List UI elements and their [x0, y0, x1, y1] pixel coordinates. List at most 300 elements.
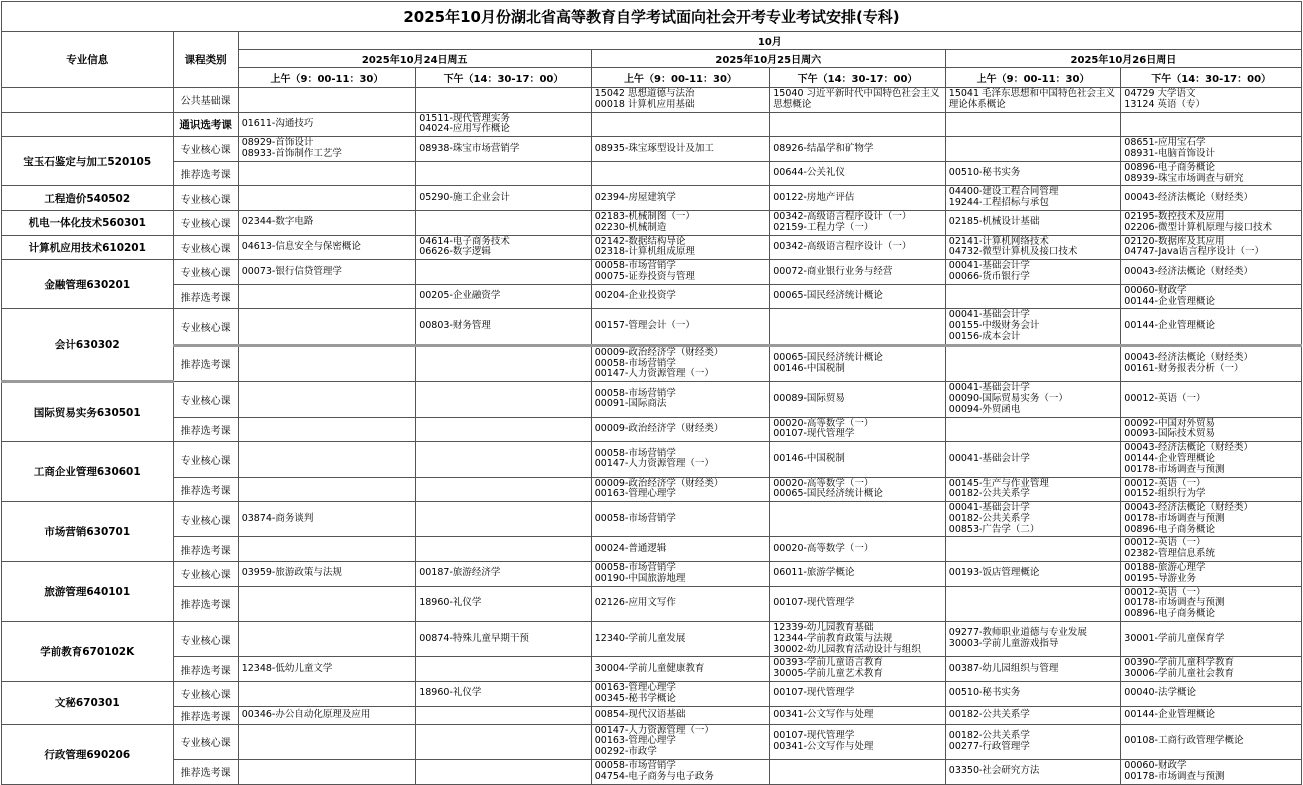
session-cell: [1121, 562, 1302, 587]
session-cell: [770, 309, 946, 345]
session-cell: [416, 622, 592, 657]
course-item: 00073-银行信贷管理学: [241, 265, 342, 277]
session-cell: [770, 537, 946, 562]
title-row: [2, 2, 1302, 32]
session-cell: [770, 706, 946, 724]
course-item: 00041-基础会计学: [948, 260, 1030, 272]
course-item: 00393-学前儿童语言教育: [773, 657, 883, 669]
table-row: [2, 537, 1302, 562]
session-cell: [591, 88, 770, 113]
course-item: 00058-市场营销学: [594, 387, 676, 399]
course-item: 08935-珠宝琢型设计及加工: [594, 142, 714, 154]
course-item: 00277-行政管理学: [948, 740, 1030, 752]
session-cell: [591, 235, 770, 260]
course-item: 30005-学前儿童艺术教育: [773, 668, 883, 680]
column-header-sun-pm: 下午（14：30-17：00）: [1121, 68, 1302, 88]
session-cell: [770, 235, 946, 260]
session-cell: [1121, 235, 1302, 260]
session-cell: [945, 760, 1121, 785]
course-item: 00072-商业银行业务与经营: [773, 265, 893, 277]
course-item: 02142-数据结构导论: [594, 235, 686, 247]
session-cell: [770, 210, 946, 235]
course-item: 00041-基础会计学: [948, 452, 1030, 464]
table-row: [2, 382, 1302, 417]
exam-schedule-sheet: [1, 1, 1302, 785]
course-item: 00107-现代管理学: [773, 428, 855, 440]
course-item: 02141-计算机网络技术: [948, 235, 1049, 247]
session-cell: [945, 112, 1121, 137]
session-cell: [416, 137, 592, 162]
course-item: 00152-组织行为学: [1124, 488, 1206, 500]
major-cell: [2, 88, 174, 113]
category-cell: 专业核心课: [173, 562, 238, 587]
course-item: 00896-电子商务概论: [1124, 608, 1215, 620]
course-item: 00157-管理会计（一）: [594, 320, 695, 332]
course-item: 00644-公关礼仪: [773, 167, 845, 179]
session-cell: [1121, 417, 1302, 442]
course-item: 00043-经济法概论（财经类）: [1124, 352, 1253, 364]
session-cell: [416, 186, 592, 211]
session-cell: [1121, 622, 1302, 657]
course-item: 00292-市政学: [594, 746, 657, 758]
course-item: 00896-电子商务概论: [1124, 161, 1215, 173]
course-item: 00163-管理心理学: [594, 488, 676, 500]
course-item: 08938-珠宝市场营销学: [419, 142, 520, 154]
session-cell: [416, 537, 592, 562]
category-cell: 专业核心课: [173, 186, 238, 211]
course-item: 00092-中国对外贸易: [1124, 417, 1215, 429]
course-item: 02126-应用文写作: [594, 597, 676, 609]
column-header-fri-am: 上午（9：00-11：30）: [238, 68, 416, 88]
session-cell: [416, 161, 592, 186]
session-cell: [770, 562, 946, 587]
session-cell: [238, 657, 416, 682]
table-row: [2, 88, 1302, 113]
category-cell: 推荐选考课: [173, 657, 238, 682]
course-item: 12344-学前教育政策与法规: [773, 632, 893, 644]
session-cell: [238, 622, 416, 657]
course-item: 30001-学前儿童保育学: [1124, 632, 1225, 644]
session-cell: [770, 112, 946, 137]
course-item: 04747-Java语言程序设计（一）: [1124, 246, 1265, 258]
session-cell: [416, 682, 592, 707]
course-item: 00341-公文写作与处理: [773, 708, 874, 720]
session-cell: [770, 724, 946, 759]
course-item: 02195-数控技术及应用: [1124, 210, 1225, 222]
table-row: [2, 682, 1302, 707]
course-item: 00205-企业融资学: [419, 290, 501, 302]
course-item: 00178-市场调查与预测: [1124, 512, 1225, 524]
session-cell: [770, 442, 946, 477]
session-cell: [591, 477, 770, 502]
session-cell: [1121, 382, 1302, 417]
course-item: 00058-市场营销学: [594, 357, 676, 369]
course-item: 00122-房地产评估: [773, 191, 855, 203]
session-cell: [591, 161, 770, 186]
course-item: 04613-信息安全与保密概论: [241, 240, 361, 252]
course-item: 00108-工商行政管理学概论: [1124, 735, 1244, 747]
session-cell: [945, 477, 1121, 502]
table-row: [2, 309, 1302, 345]
course-item: 00144-企业管理概论: [1124, 452, 1215, 464]
course-item: 00058-市场营销学: [594, 260, 676, 272]
session-cell: [591, 186, 770, 211]
session-cell: [591, 537, 770, 562]
course-item: 00066-货币银行学: [948, 270, 1030, 282]
session-cell: [238, 186, 416, 211]
course-item: 00178-市场调查与预测: [1124, 597, 1225, 609]
course-item: 00041-基础会计学: [948, 382, 1030, 394]
table-row: [2, 235, 1302, 260]
category-cell: 专业核心课: [173, 442, 238, 477]
major-cell: 文秘670301: [2, 682, 174, 725]
session-cell: [591, 345, 770, 381]
session-cell: [591, 284, 770, 309]
session-cell: [770, 345, 946, 381]
course-item: 00510-秘书实务: [948, 167, 1021, 179]
course-item: 00147-人力资源管理（一）: [594, 458, 714, 470]
session-cell: [416, 345, 592, 381]
session-cell: [1121, 760, 1302, 785]
session-cell: [238, 502, 416, 537]
course-item: 15042 思想道德与法治: [594, 88, 695, 99]
session-cell: [1121, 137, 1302, 162]
category-cell: 推荐选考课: [173, 706, 238, 724]
course-item: 04614-电子商务技术: [419, 235, 510, 247]
course-item: 00853-广告学（二）: [948, 523, 1040, 535]
course-item: 15041 毛泽东思想和中国特色社会主义理论体系概论: [948, 88, 1116, 110]
session-cell: [238, 210, 416, 235]
course-item: 01611-沟通技巧: [241, 117, 314, 129]
session-cell: [1121, 724, 1302, 759]
session-cell: [945, 137, 1121, 162]
session-cell: [770, 161, 946, 186]
column-header-month: 10月: [238, 32, 1301, 50]
course-item: 30006-学前儿童社会教育: [1124, 668, 1234, 680]
session-cell: [416, 586, 592, 621]
course-item: 00043-经济法概论（财经类）: [1124, 442, 1253, 454]
session-cell: [945, 382, 1121, 417]
course-item: 00041-基础会计学: [948, 502, 1030, 514]
major-cell: 会计630302: [2, 309, 174, 382]
session-cell: [238, 382, 416, 417]
session-cell: [238, 284, 416, 309]
session-cell: [945, 562, 1121, 587]
session-cell: [1121, 309, 1302, 345]
table-row: [2, 706, 1302, 724]
session-cell: [1121, 112, 1302, 137]
course-item: 18960-礼仪学: [419, 597, 482, 609]
course-item: 00874-特殊儿童早期干预: [419, 632, 529, 644]
category-cell: 公共基础课: [173, 88, 238, 113]
session-cell: [238, 417, 416, 442]
course-item: 19244-工程招标与承包: [948, 197, 1049, 209]
course-item: 12340-学前儿童发展: [594, 632, 686, 644]
session-cell: [591, 586, 770, 621]
major-cell: 计算机应用技术610201: [2, 235, 174, 260]
column-header-day-sun: 2025年10月26日周日: [945, 50, 1301, 68]
course-item: 00094-外贸函电: [948, 403, 1021, 415]
session-cell: [770, 622, 946, 657]
column-header-day-sat: 2025年10月25日周六: [591, 50, 945, 68]
column-header-category: 课程类别: [173, 32, 238, 88]
table-row: [2, 186, 1302, 211]
category-cell: 专业核心课: [173, 682, 238, 707]
major-cell: 工程造价540502: [2, 186, 174, 211]
course-item: 00146-中国税制: [773, 362, 845, 374]
course-item: 00144-企业管理概论: [1124, 708, 1215, 720]
course-item: 00012-英语（一）: [1124, 392, 1206, 404]
session-cell: [1121, 186, 1302, 211]
course-item: 00190-中国旅游地理: [594, 572, 686, 584]
session-cell: [945, 706, 1121, 724]
major-cell: 市场营销630701: [2, 502, 174, 562]
major-cell: 国际贸易实务630501: [2, 382, 174, 442]
course-item: 00182-公共关系学: [948, 512, 1030, 524]
category-cell: 推荐选考课: [173, 417, 238, 442]
course-item: 13124 英语（专）: [1124, 98, 1206, 110]
session-cell: [238, 706, 416, 724]
session-cell: [1121, 657, 1302, 682]
course-item: 00187-旅游经济学: [419, 567, 501, 579]
course-item: 00090-国际贸易实务（一）: [948, 392, 1068, 404]
column-header-major: 专业信息: [2, 32, 174, 88]
session-cell: [945, 161, 1121, 186]
session-cell: [591, 657, 770, 682]
session-cell: [238, 88, 416, 113]
session-cell: [945, 284, 1121, 309]
course-item: 00345-秘书学概论: [594, 692, 676, 704]
course-item: 30004-学前儿童健康教育: [594, 662, 705, 674]
course-item: 00204-企业投资学: [594, 290, 676, 302]
major-cell: 宝玉石鉴定与加工520105: [2, 137, 174, 186]
session-cell: [238, 235, 416, 260]
course-item: 05290-施工企业会计: [419, 191, 510, 203]
course-item: 00188-旅游心理学: [1124, 562, 1206, 574]
course-item: 00163-管理心理学: [594, 682, 676, 694]
course-item: 00040-法学概论: [1124, 687, 1196, 699]
course-item: 00065-国民经济统计概论: [773, 488, 883, 500]
session-cell: [238, 309, 416, 345]
category-cell: 专业核心课: [173, 210, 238, 235]
course-item: 00163-管理心理学: [594, 735, 676, 747]
course-item: 00043-经济法概论（财经类）: [1124, 265, 1253, 277]
session-cell: [591, 562, 770, 587]
course-item: 00043-经济法概论（财经类）: [1124, 191, 1253, 203]
course-item: 00012-英语（一）: [1124, 586, 1206, 598]
session-cell: [1121, 477, 1302, 502]
session-cell: [238, 562, 416, 587]
course-item: 00161-财务报表分析（一）: [1124, 362, 1244, 374]
session-cell: [945, 442, 1121, 477]
session-cell: [591, 260, 770, 285]
session-cell: [591, 137, 770, 162]
session-cell: [416, 260, 592, 285]
course-item: 02382-管理信息系统: [1124, 548, 1215, 560]
course-item: 00178-市场调查与预测: [1124, 770, 1225, 782]
course-item: 00041-基础会计学: [948, 309, 1030, 321]
exam-schedule-table: [1, 1, 1302, 785]
table-row: [2, 760, 1302, 785]
course-item: 00182-公共关系学: [948, 488, 1030, 500]
table-row: [2, 477, 1302, 502]
course-item: 00043-经济法概论（财经类）: [1124, 502, 1253, 514]
table-row: [2, 284, 1302, 309]
course-item: 00145-生产与作业管理: [948, 477, 1049, 489]
course-item: 02185-机械设计基础: [948, 216, 1040, 228]
session-cell: [416, 502, 592, 537]
course-item: 03874-商务谈判: [241, 512, 314, 524]
course-item: 02344-数字电路: [241, 216, 314, 228]
course-item: 04754-电子商务与电子政务: [594, 770, 714, 782]
session-cell: [416, 706, 592, 724]
course-item: 30002-幼儿园教育活动设计与组织: [773, 643, 921, 655]
session-cell: [416, 417, 592, 442]
course-item: 00075-证券投资与管理: [594, 270, 695, 282]
session-cell: [945, 682, 1121, 707]
table-row: [2, 622, 1302, 657]
session-cell: [591, 417, 770, 442]
major-cell: 机电一体化技术560301: [2, 210, 174, 235]
session-cell: [416, 88, 592, 113]
table-row: [2, 260, 1302, 285]
table-row: [2, 442, 1302, 477]
course-item: 00012-英语（一）: [1124, 537, 1206, 549]
session-cell: [238, 161, 416, 186]
session-cell: [416, 284, 592, 309]
session-cell: [945, 88, 1121, 113]
course-item: 18960-礼仪学: [419, 687, 482, 699]
session-cell: [1121, 161, 1302, 186]
course-item: 00178-市场调查与预测: [1124, 463, 1225, 475]
session-cell: [416, 112, 592, 137]
course-item: 00058-市场营销学: [594, 760, 676, 772]
course-item: 02183-机械制图（一）: [594, 210, 695, 222]
course-item: 00182-公共关系学: [948, 708, 1030, 720]
course-item: 00342-高级语言程序设计（一）: [773, 210, 912, 222]
course-item: 00020-高等数学（一）: [773, 542, 874, 554]
category-cell: 通识选考课: [173, 112, 238, 137]
header-month-row: [2, 32, 1302, 50]
table-row: [2, 502, 1302, 537]
course-item: 00107-现代管理学: [773, 597, 855, 609]
category-cell: 专业核心课: [173, 137, 238, 162]
category-cell: 专业核心课: [173, 382, 238, 417]
course-item: 02159-工程力学（一）: [773, 221, 874, 233]
category-cell: 专业核心课: [173, 235, 238, 260]
course-item: 00387-幼儿园组织与管理: [948, 662, 1059, 674]
session-cell: [591, 502, 770, 537]
course-item: 00060-财政学: [1124, 284, 1187, 296]
course-item: 00144-企业管理概论: [1124, 295, 1215, 307]
category-cell: 专业核心课: [173, 724, 238, 759]
table-row: [2, 345, 1302, 381]
course-item: 15040 习近平新时代中国特色社会主义思想概论: [773, 88, 940, 110]
category-cell: 推荐选考课: [173, 161, 238, 186]
session-cell: [416, 382, 592, 417]
course-item: 30003-学前儿童游戏指导: [948, 638, 1059, 650]
category-cell: 专业核心课: [173, 622, 238, 657]
session-cell: [945, 186, 1121, 211]
course-item: 00020-高等数学（一）: [773, 417, 874, 429]
column-header-fri-pm: 下午（14：30-17：00）: [416, 68, 592, 88]
course-item: 00065-国民经济统计概论: [773, 290, 883, 302]
course-item: 08931-电脑首饰设计: [1124, 147, 1215, 159]
session-cell: [238, 537, 416, 562]
course-item: 00089-国际贸易: [773, 392, 845, 404]
course-item: 00012-英语（一）: [1124, 477, 1206, 489]
course-item: 08651-应用宝石学: [1124, 137, 1206, 149]
course-item: 08939-珠宝市场调查与研究: [1124, 172, 1244, 184]
major-cell: [2, 112, 174, 137]
table-row: [2, 562, 1302, 587]
session-cell: [238, 442, 416, 477]
category-cell: 专业核心课: [173, 309, 238, 345]
category-cell: 推荐选考课: [173, 477, 238, 502]
session-cell: [591, 309, 770, 345]
session-cell: [770, 586, 946, 621]
category-cell: 推荐选考课: [173, 537, 238, 562]
session-cell: [1121, 442, 1302, 477]
course-item: 04729 大学语文: [1124, 88, 1196, 99]
session-cell: [416, 210, 592, 235]
course-item: 00093-国际技术贸易: [1124, 428, 1215, 440]
session-cell: [416, 562, 592, 587]
session-cell: [1121, 682, 1302, 707]
session-cell: [945, 724, 1121, 759]
course-item: 00018 计算机应用基础: [594, 98, 695, 110]
course-item: 00182-公共关系学: [948, 730, 1030, 742]
course-item: 09277-教师职业道德与专业发展: [948, 627, 1087, 639]
session-cell: [238, 760, 416, 785]
column-header-sat-am: 上午（9：00-11：30）: [591, 68, 770, 88]
session-cell: [770, 260, 946, 285]
session-cell: [945, 345, 1121, 381]
course-item: 06011-旅游学概论: [773, 567, 855, 579]
session-cell: [591, 760, 770, 785]
schedule-body: [2, 88, 1302, 785]
session-cell: [770, 657, 946, 682]
course-item: 03350-社会研究方法: [948, 765, 1040, 777]
session-cell: [238, 137, 416, 162]
course-item: 00058-市场营销学: [594, 512, 676, 524]
session-cell: [1121, 260, 1302, 285]
session-cell: [770, 760, 946, 785]
course-item: 00107-现代管理学: [773, 687, 855, 699]
session-cell: [1121, 586, 1302, 621]
session-cell: [1121, 284, 1302, 309]
session-cell: [416, 477, 592, 502]
major-cell: 金融管理630201: [2, 260, 174, 309]
course-item: 00144-企业管理概论: [1124, 320, 1215, 332]
column-header-sun-am: 上午（9：00-11：30）: [945, 68, 1121, 88]
session-cell: [945, 502, 1121, 537]
table-row: [2, 586, 1302, 621]
session-cell: [770, 417, 946, 442]
course-item: 00147-人力资源管理（一）: [594, 368, 714, 380]
course-item: 00193-饭店管理概论: [948, 567, 1040, 579]
table-row: [2, 161, 1302, 186]
session-cell: [591, 112, 770, 137]
session-cell: [591, 210, 770, 235]
session-cell: [238, 477, 416, 502]
course-item: 02120-数据库及其应用: [1124, 235, 1225, 247]
course-item: 04024-应用写作概论: [419, 123, 510, 135]
session-cell: [1121, 502, 1302, 537]
course-item: 02394-房屋建筑学: [594, 191, 676, 203]
session-cell: [416, 235, 592, 260]
session-cell: [591, 442, 770, 477]
